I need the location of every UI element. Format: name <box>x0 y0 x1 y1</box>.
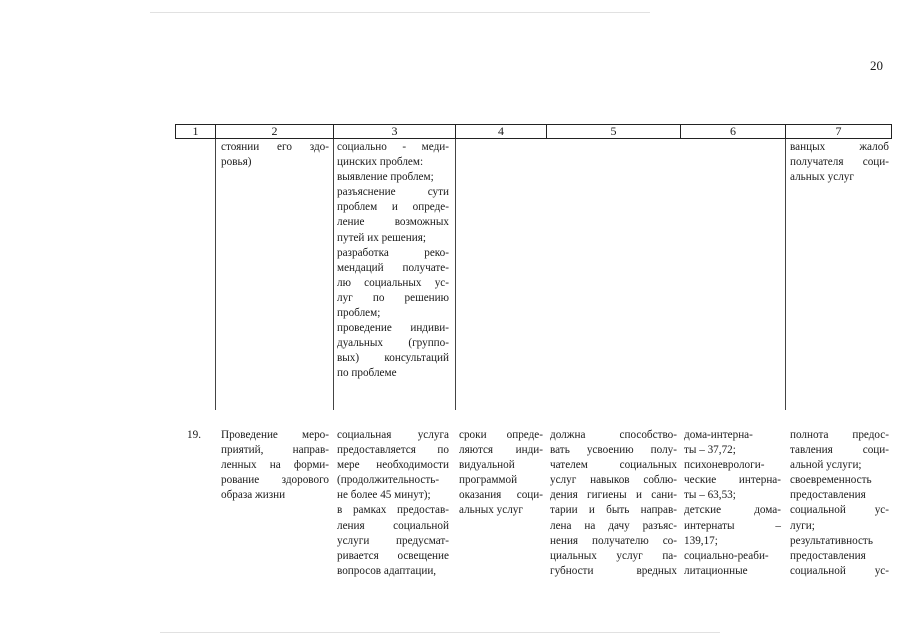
text-line: услуги предусмат- <box>337 534 449 547</box>
text-line: лена на дачу разъяс- <box>550 519 677 532</box>
text-line: губности вредных <box>550 564 677 577</box>
text-line: стоянии его здо- <box>221 141 329 153</box>
text-line: разъяснение сути <box>337 186 449 199</box>
row19-number <box>187 428 213 443</box>
text-line: полнота предос- <box>790 429 889 441</box>
row19-col2 <box>221 428 329 503</box>
header-cell-3: 3 <box>333 124 456 139</box>
header-cell-5: 5 <box>546 124 681 139</box>
text-line: мере необходимости <box>337 459 449 472</box>
text-line: вать усвоению полу- <box>550 444 677 457</box>
text-line: ты – 63,53; <box>684 489 736 502</box>
row19-col4 <box>459 428 543 519</box>
text-line: альной услуги; <box>790 459 862 472</box>
text-line: сроки опреде- <box>459 429 543 441</box>
text-line: социальной ус- <box>790 504 889 517</box>
text-line: не более 45 минут); <box>337 489 431 502</box>
text-line: рование здорового <box>221 474 329 487</box>
text-line: луг по решению <box>337 291 449 304</box>
scan-artifact <box>150 12 650 13</box>
text-line: образа жизни <box>221 489 286 502</box>
text-line: дения гигиены и сани- <box>550 489 677 502</box>
text-line: (продолжительность- <box>337 474 440 487</box>
text-line: программой <box>459 474 518 487</box>
text-line: ты – 37,72; <box>684 444 736 457</box>
text-line: ленных на форми- <box>221 459 329 472</box>
text-line: лю социальных ус- <box>337 276 449 289</box>
header-cell-6: 6 <box>680 124 786 139</box>
text-line: приятий, направ- <box>221 444 329 457</box>
text-line: по проблеме <box>337 367 397 380</box>
column-divider <box>215 139 216 410</box>
text-line: получателя соци- <box>790 156 889 169</box>
text-line: социальной ус- <box>790 564 889 577</box>
text-line: своевременность <box>790 474 872 487</box>
column-divider <box>333 139 334 410</box>
text-line: предоставления <box>790 549 866 562</box>
text-line: циальных услуг па- <box>550 549 677 562</box>
row-number: 19. <box>187 429 201 441</box>
continuation-col7 <box>790 140 889 185</box>
text-line: проблем; <box>337 307 381 320</box>
text-line: дома-интерна- <box>684 429 753 441</box>
row19-col7 <box>790 428 889 579</box>
header-cell-7: 7 <box>785 124 892 139</box>
text-line: мендаций получате- <box>337 261 449 274</box>
text-line: проведение индиви- <box>337 322 449 335</box>
text-line: ванцых жалоб <box>790 141 889 153</box>
text-line: детские дома- <box>684 504 781 517</box>
text-line: дуальных (группо- <box>337 337 449 350</box>
text-line: видуальной <box>459 459 515 472</box>
text-line: социальная услуга <box>337 429 449 441</box>
header-cell-2: 2 <box>215 124 334 139</box>
text-line: тавления соци- <box>790 444 889 457</box>
continuation-col2 <box>221 140 329 170</box>
row19-col3 <box>337 428 449 579</box>
text-line: должна способство- <box>550 429 677 441</box>
text-line: проблем и опреде- <box>337 201 449 214</box>
text-line: путей их решения; <box>337 231 426 244</box>
continuation-col3 <box>337 140 449 382</box>
header-cell-4: 4 <box>455 124 547 139</box>
text-line: предоставления <box>790 489 866 502</box>
text-line: социально - меди- <box>337 141 449 153</box>
text-line: цинских проблем: <box>337 156 424 169</box>
text-line: вых) консультаций <box>337 352 449 365</box>
text-line: разработка реко- <box>337 246 449 259</box>
text-line: социально-реаби- <box>684 549 769 562</box>
text-line: Проведение меро- <box>221 429 329 441</box>
row19-col5 <box>550 428 677 579</box>
text-line: ческие интерна- <box>684 474 781 487</box>
text-line: альных услуг <box>459 504 523 517</box>
text-line: чателем социальных <box>550 459 677 472</box>
text-line: выявление проблем; <box>337 171 434 184</box>
text-line: ривается освещение <box>337 549 449 562</box>
scan-artifact <box>160 632 720 633</box>
text-line: ления социальной <box>337 519 449 532</box>
text-line: тарии и быть направ- <box>550 504 677 517</box>
page-number: 20 <box>870 58 883 73</box>
text-line: предоставляется по <box>337 444 449 457</box>
column-divider <box>455 139 456 410</box>
text-line: оказания соци- <box>459 489 543 502</box>
text-line: ляются инди- <box>459 444 543 457</box>
text-line: 139,17; <box>684 534 718 547</box>
text-line: результативность <box>790 534 873 547</box>
text-line: психоневрологи- <box>684 459 765 472</box>
header-cell-1: 1 <box>175 124 216 139</box>
text-line: ление возможных <box>337 216 449 229</box>
text-line: услуг навыков соблю- <box>550 474 677 487</box>
text-line: нения получателю со- <box>550 534 677 547</box>
text-line: интернаты – <box>684 519 781 532</box>
text-line: вопросов адаптации, <box>337 564 437 577</box>
column-divider <box>785 139 786 410</box>
text-line: ровья) <box>221 156 252 169</box>
row19-col6 <box>684 428 781 579</box>
text-line: литационные <box>684 564 748 577</box>
text-line: в рамках предостав- <box>337 504 449 517</box>
text-line: альных услуг <box>790 171 854 184</box>
text-line: луги; <box>790 519 815 532</box>
